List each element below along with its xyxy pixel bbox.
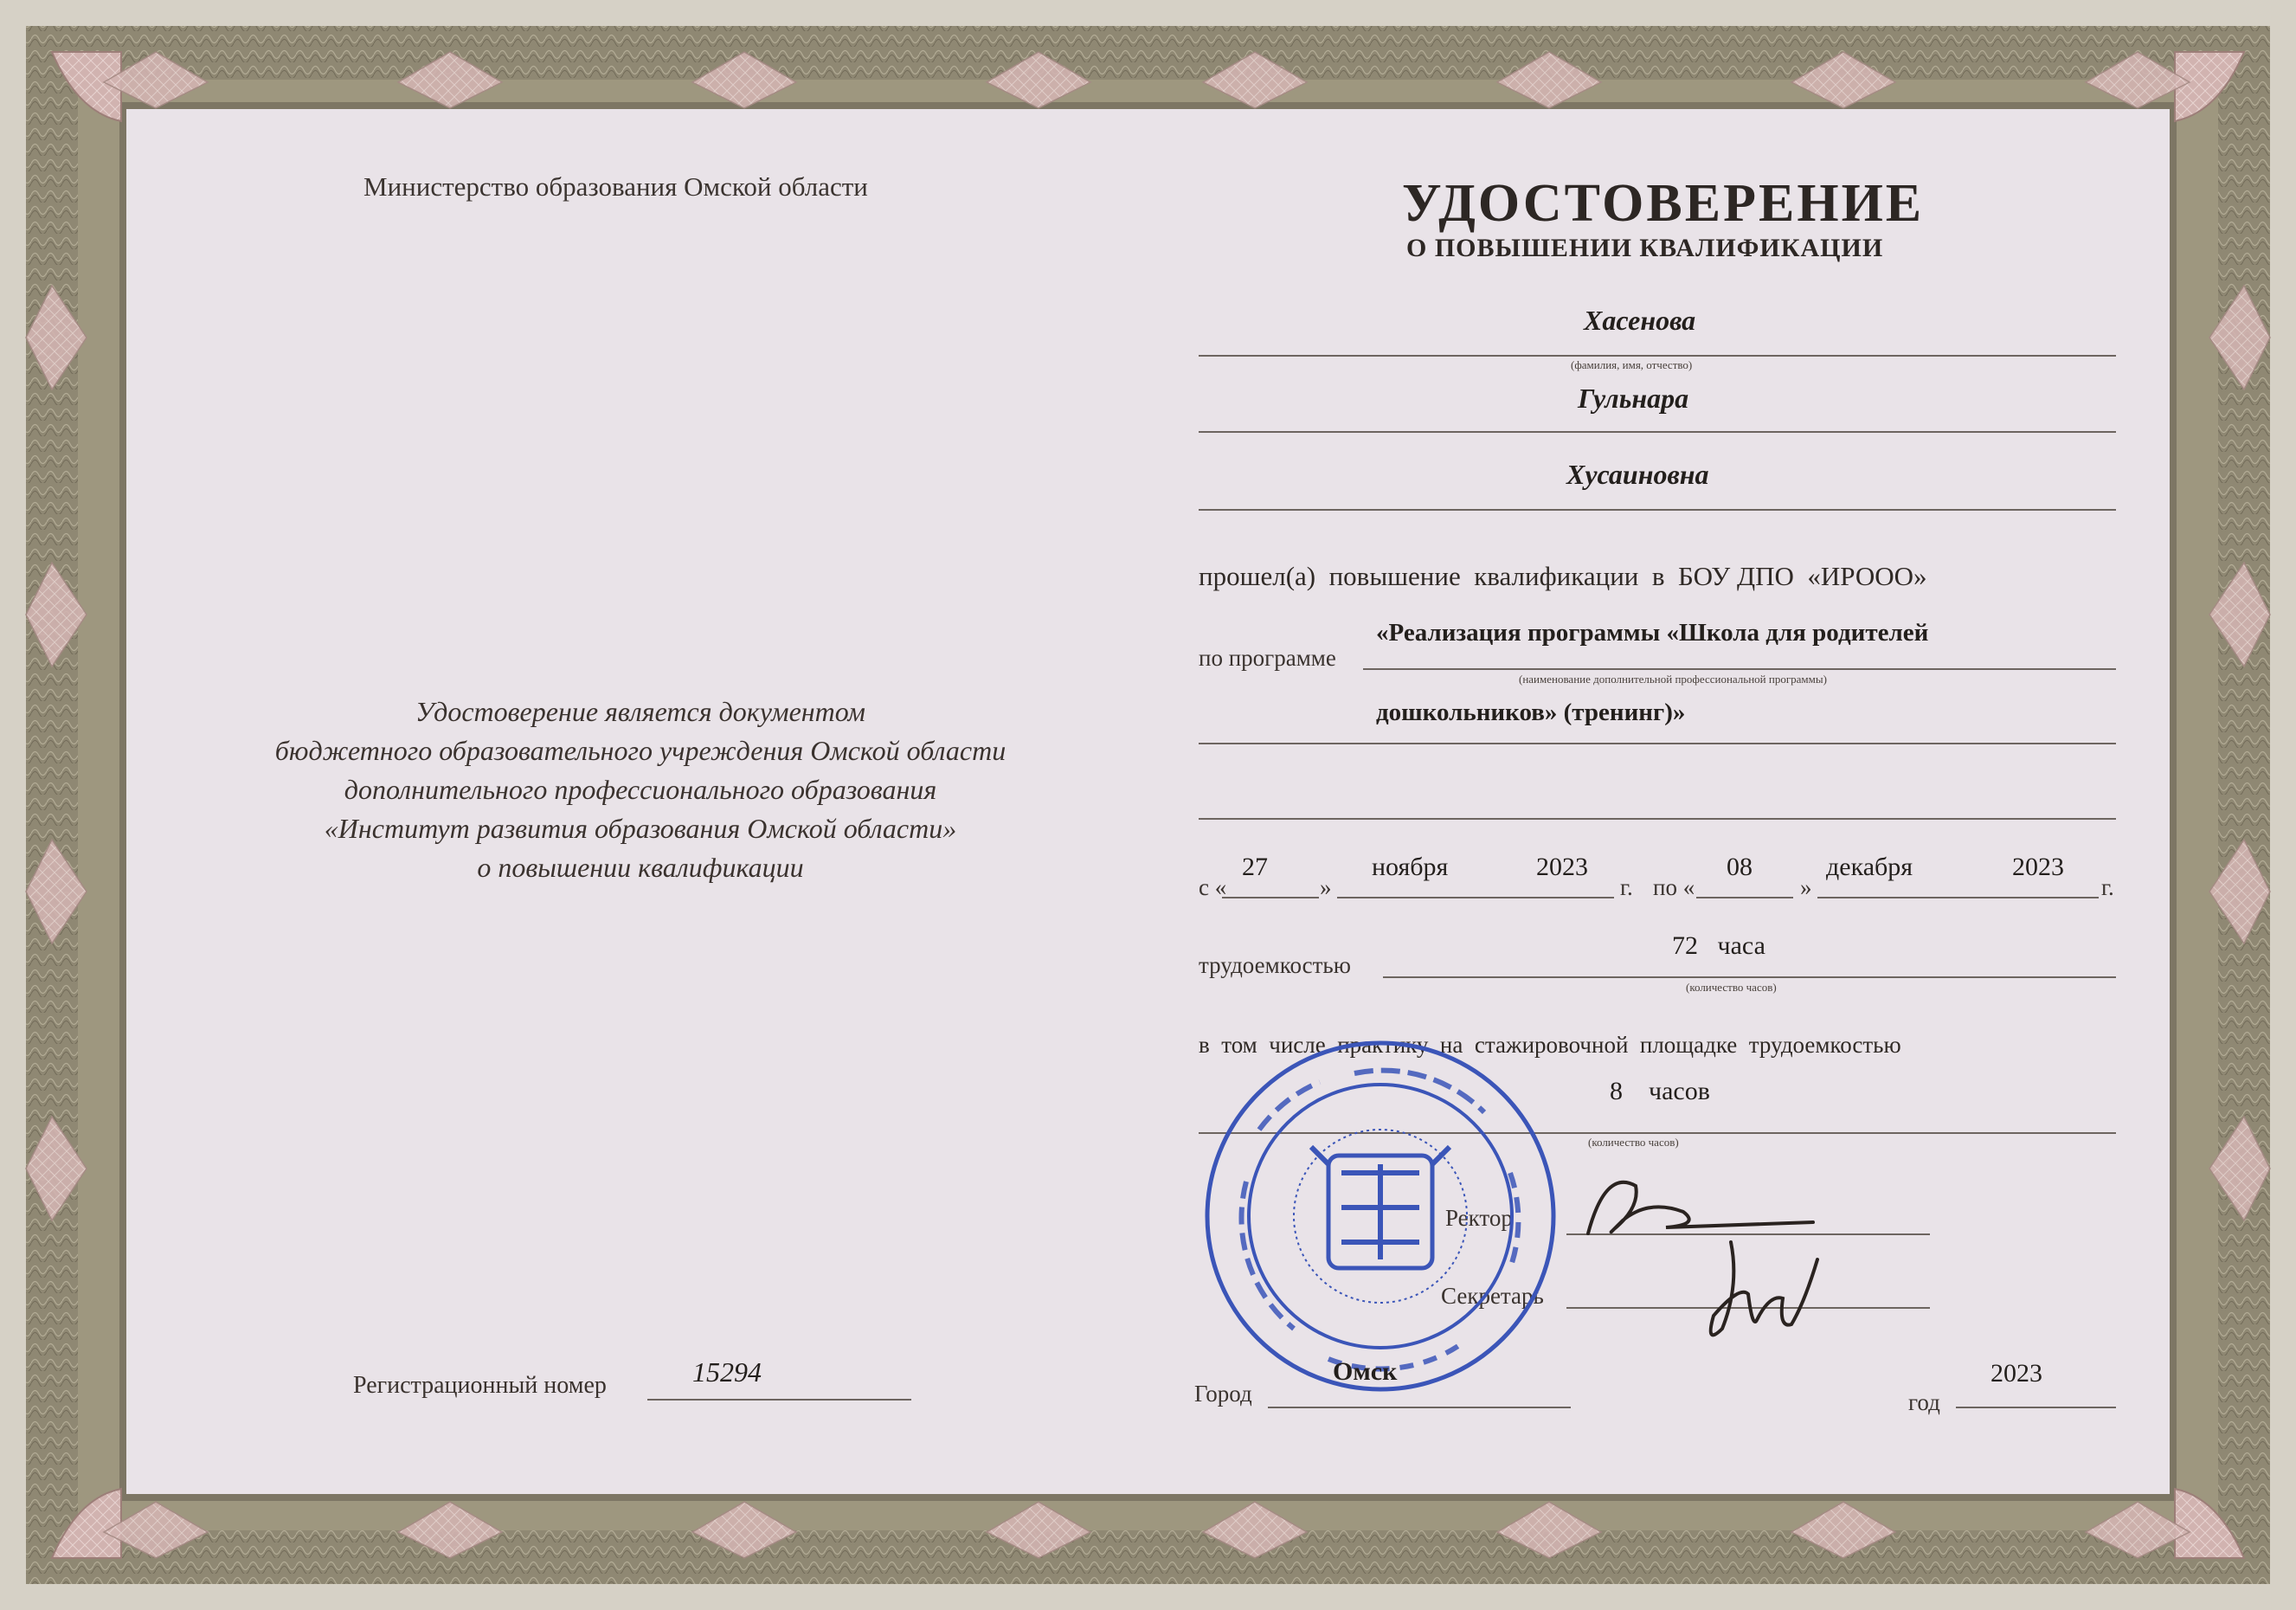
certificate-title: УДОСТОВЕРЕНИЕ xyxy=(1402,174,1925,233)
date-from-prefix: с « xyxy=(1199,874,1227,900)
program-line-2-rule xyxy=(1199,743,2116,744)
year-line xyxy=(1956,1407,2116,1408)
city-value: Омск xyxy=(1333,1357,1398,1386)
start-day: 27 xyxy=(1242,853,1268,881)
hours-value: 72 часа xyxy=(1672,931,1765,960)
year-value: 2023 xyxy=(1991,1359,2042,1388)
date-to-prefix: по « xyxy=(1653,874,1695,900)
description-line-2: бюджетного образовательного учреждения Омской области xyxy=(274,735,1007,766)
start-year: 2023 xyxy=(1536,853,1588,881)
practice-text: в том числе практику на стажировочной площадке трудоемкостью xyxy=(1199,1032,1901,1058)
reg-number-label: Регистрационный номер xyxy=(353,1372,607,1399)
description-block xyxy=(216,692,1064,887)
first-name-value: Гульнара xyxy=(1578,383,1689,414)
end-day: 08 xyxy=(1727,853,1753,881)
secretary-signature xyxy=(1688,1233,1826,1355)
program-line-3-rule xyxy=(1199,818,2116,820)
patronymic-line xyxy=(1199,509,2116,511)
start-day-close: » xyxy=(1320,874,1332,900)
reg-number-value: 15294 xyxy=(692,1356,762,1388)
description-line-3: дополнительного профессионального образования xyxy=(344,774,937,805)
hours-line xyxy=(1383,976,2116,978)
surname-value: Хасенова xyxy=(1584,305,1696,336)
start-year-suffix: г. xyxy=(1620,874,1633,900)
end-year-suffix: г. xyxy=(2101,874,2114,900)
end-month: декабря xyxy=(1826,853,1913,881)
practice-value: 8 часов xyxy=(1610,1077,1710,1105)
first-name-line xyxy=(1199,431,2116,433)
start-month-line xyxy=(1337,897,1614,898)
program-hint: (наименование дополнительной профессиональной программы) xyxy=(1519,673,1827,686)
program-line-1-rule xyxy=(1363,668,2116,670)
patronymic-value: Хусаиновна xyxy=(1566,459,1709,490)
city-label: Город xyxy=(1194,1381,1252,1407)
program-line-2: дошкольников» (тренинг)» xyxy=(1376,699,1686,726)
program-label: по программе xyxy=(1199,645,1336,671)
program-line-1: «Реализация программы «Школа для родителей xyxy=(1376,619,1929,647)
description-line-1: Удостоверение является документом xyxy=(415,696,865,727)
description-line-5: о повышении квалификации xyxy=(477,852,804,883)
ministry-heading: Министерство образования Омской области xyxy=(363,171,868,202)
end-day-close: » xyxy=(1800,874,1812,900)
end-day-line xyxy=(1696,897,1793,898)
description-line-4: «Институт развития образования Омской области» xyxy=(324,813,957,844)
reg-number-line xyxy=(647,1399,911,1401)
rector-label: Ректор xyxy=(1445,1205,1513,1231)
secretary-label: Секретарь xyxy=(1441,1283,1544,1309)
end-year: 2023 xyxy=(2012,853,2064,881)
name-hint: (фамилия, имя, отчество) xyxy=(1571,358,1693,371)
start-day-line xyxy=(1222,897,1319,898)
official-seal xyxy=(1199,1034,1562,1398)
certificate-subtitle: О ПОВЫШЕНИИ КВАЛИФИКАЦИИ xyxy=(1406,234,1884,262)
hours-hint: (количество часов) xyxy=(1686,981,1777,994)
end-month-line xyxy=(1817,897,2099,898)
surname-line xyxy=(1199,355,2116,357)
completed-text: прошел(а) повышение квалификации в БОУ ДПО «ИРООО» xyxy=(1199,561,1927,591)
hours-label: трудоемкостью xyxy=(1199,952,1351,978)
practice-hint: (количество часов) xyxy=(1588,1136,1679,1149)
year-label: год xyxy=(1908,1389,1940,1415)
city-line xyxy=(1268,1407,1571,1408)
start-month: ноября xyxy=(1372,853,1449,881)
